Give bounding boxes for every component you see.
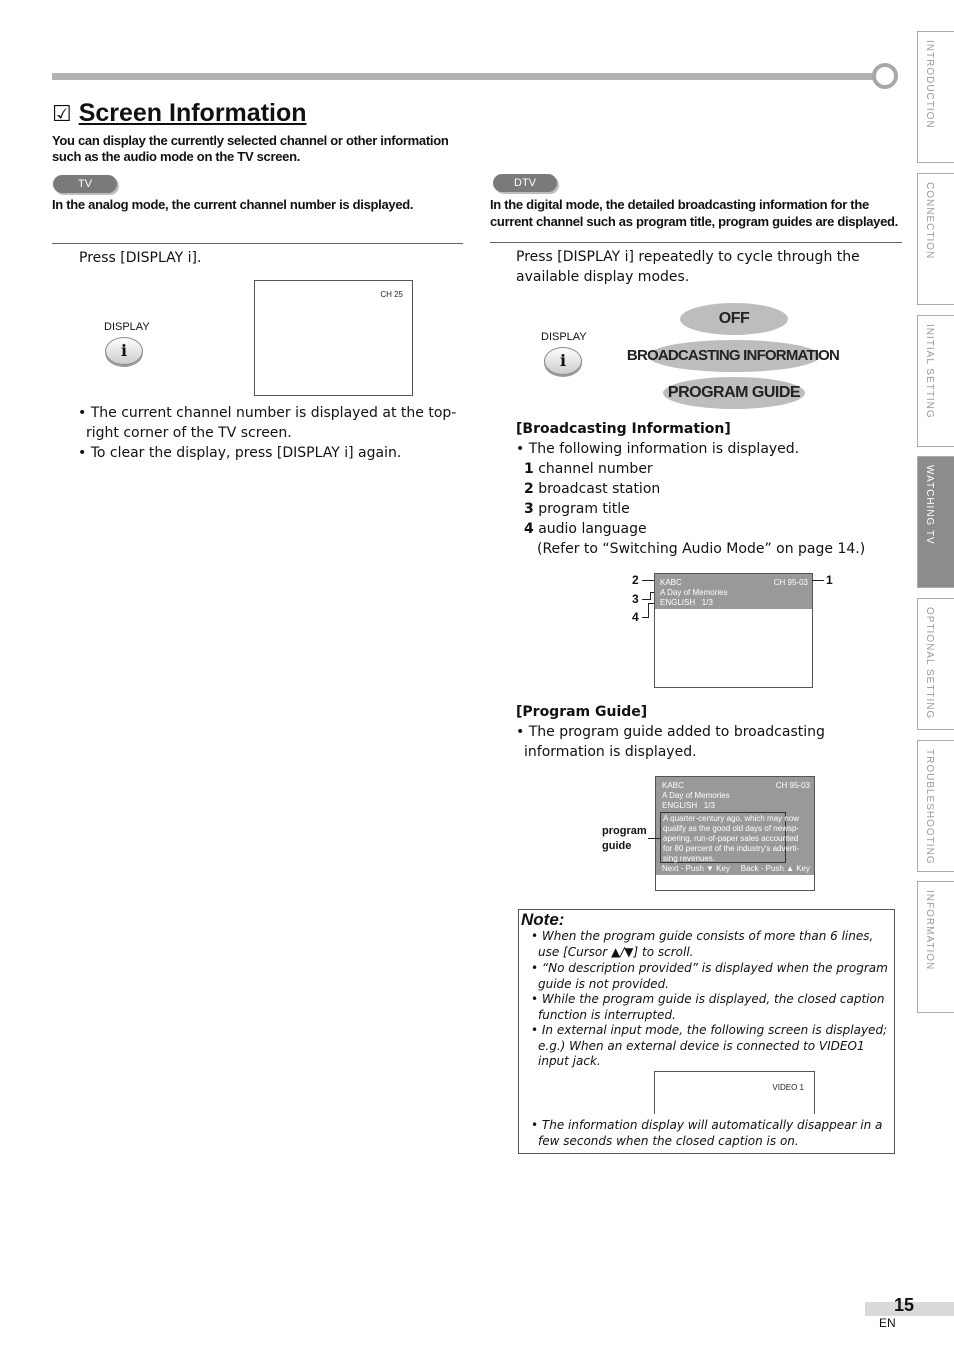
info-program: A Day of Memories: [660, 588, 728, 597]
tab-troubleshooting[interactable]: TROUBLESHOOTING: [917, 740, 954, 872]
bi-reference: (Refer to “Switching Audio Mode” on page 14.): [537, 541, 866, 557]
checkbox-icon: ☑: [52, 102, 72, 127]
pg-station: KABC: [662, 781, 684, 790]
note-item-5: • The information display will automatically disappear in a few seconds when the closed caption is on.: [531, 1118, 883, 1148]
tab-watching-tv[interactable]: WATCHING TV: [917, 456, 954, 588]
page-number: 15: [894, 1295, 915, 1315]
pg-guide-line: apering, run-of-paper sales accounted: [663, 834, 799, 843]
dtv-info-icon: i: [559, 351, 567, 370]
info-icon: i: [120, 341, 128, 360]
tv-screen: [254, 280, 413, 396]
info-screen: [654, 573, 813, 688]
bi-item-3: 3 program title: [524, 501, 630, 517]
header-circle: [872, 63, 898, 89]
bi-item-4: 4 audio language: [524, 521, 647, 537]
bi-item-2: 2 broadcast station: [524, 481, 661, 497]
mode-program-guide: PROGRAM GUIDE: [667, 384, 801, 401]
page-lang: EN: [879, 1316, 896, 1330]
info-station: KABC: [660, 578, 682, 587]
pg-guide-line: for 80 percent of the industry's adverti-: [663, 844, 800, 853]
bi-heading: [Broadcasting Information]: [516, 421, 731, 437]
bi-intro: • The following information is displayed.: [516, 441, 800, 457]
tv-screen-channel: CH 25: [380, 290, 403, 299]
bi-item-1: 1 channel number: [524, 461, 653, 477]
header-rule: [52, 73, 874, 80]
page-title-text: Screen Information: [78, 99, 307, 127]
tab-optional-setting[interactable]: OPTIONAL SETTING: [917, 598, 954, 730]
page-title: [52, 99, 307, 128]
tv-bullet-1: • The current channel number is displayed at the top-right corner of the TV screen.: [78, 405, 457, 441]
pg-callout-line: [648, 838, 660, 839]
callout-2: 2: [632, 573, 639, 587]
pg-guide-line: A quarter-century ago, which may now: [663, 814, 800, 823]
pg-program: A Day of Memories: [662, 791, 730, 800]
tab-information[interactable]: INFORMATION: [917, 881, 954, 1013]
pg-screen: [655, 776, 815, 891]
pg-back-hint: Back - Push ▲ Key: [740, 864, 810, 873]
program-guide-label: program guide: [602, 825, 647, 852]
callout-4-hline: [648, 603, 654, 604]
info-audio: ENGLISH 1/3: [660, 598, 713, 607]
pg-heading: [Program Guide]: [516, 704, 648, 720]
pg-guide-line: qualify as the good old days of newsp-: [663, 824, 800, 833]
tv-rule: [52, 243, 463, 244]
callout-2-line: [642, 580, 654, 581]
display-button[interactable]: [105, 337, 143, 365]
intro-text: You can display the currently selected channel or other information such as the audio mode on the TV screen.: [52, 133, 449, 164]
note-item-3: • While the program guide is displayed, the closed caption function is interrupted.: [531, 992, 885, 1022]
mode-broadcasting-info: BROADCASTING INFORMATION: [626, 347, 840, 364]
tv-step: Press [DISPLAY i].: [79, 250, 202, 266]
note-item-2: • “No description provided” is displayed when the program guide is not provided.: [531, 961, 888, 991]
dtv-description: In the digital mode, the detailed broadcasting information for the current channel such as program title, program guides are displayed.: [490, 197, 898, 229]
callout-3-vline: [650, 592, 651, 600]
note-item-1: • When the program guide consists of more than 6 lines, use [Cursor ▲/▼] to scroll.: [531, 929, 874, 959]
tv-bullet-2: • To clear the display, press [DISPLAY i] again.: [78, 445, 402, 461]
pg-guide-box: [660, 812, 800, 863]
pg-bullet: • The program guide added to broadcasting information is displayed.: [516, 724, 825, 760]
note-title: Note:: [521, 910, 565, 929]
callout-4: 4: [632, 610, 639, 624]
note-item-4: • In external input mode, the following screen is displayed; e.g.) When an external device is connected to VIDEO1 input jack.: [531, 1023, 888, 1069]
mode-off: OFF: [718, 310, 750, 327]
dtv-step: Press [DISPLAY i] repeatedly to cycle through the available display modes.: [516, 249, 860, 285]
tv-description: In the analog mode, the current channel number is displayed.: [52, 197, 414, 212]
dtv-badge: DTV: [493, 174, 557, 192]
video-screen: [654, 1071, 815, 1114]
pg-next-hint: Next - Push ▼ Key: [662, 864, 730, 873]
note-box: [518, 909, 895, 1154]
tv-badge: TV: [53, 175, 117, 193]
callout-1-line: [812, 580, 824, 581]
callout-1: 1: [826, 573, 833, 587]
tab-connection[interactable]: CONNECTION: [917, 173, 954, 305]
pg-audio: ENGLISH 1/3: [662, 801, 715, 810]
dtv-rule: [490, 242, 902, 243]
dtv-display-button[interactable]: [544, 347, 582, 375]
pg-channel: CH 95-03: [775, 781, 810, 790]
dtv-display-button-label: DISPLAY: [541, 331, 587, 343]
tab-initial-setting[interactable]: INITIAL SETTING: [917, 315, 954, 447]
pg-guide-line: sing revenues.: [663, 854, 716, 863]
callout-3-line: [642, 599, 650, 600]
callout-3-hline: [650, 592, 654, 593]
display-button-label: DISPLAY: [104, 321, 150, 333]
callout-4-vline: [648, 603, 649, 618]
callout-3: 3: [632, 592, 639, 606]
info-channel: CH 95-03: [773, 578, 808, 587]
tab-introduction[interactable]: INTRODUCTION: [917, 31, 954, 163]
video-screen-label: VIDEO 1: [772, 1083, 804, 1092]
